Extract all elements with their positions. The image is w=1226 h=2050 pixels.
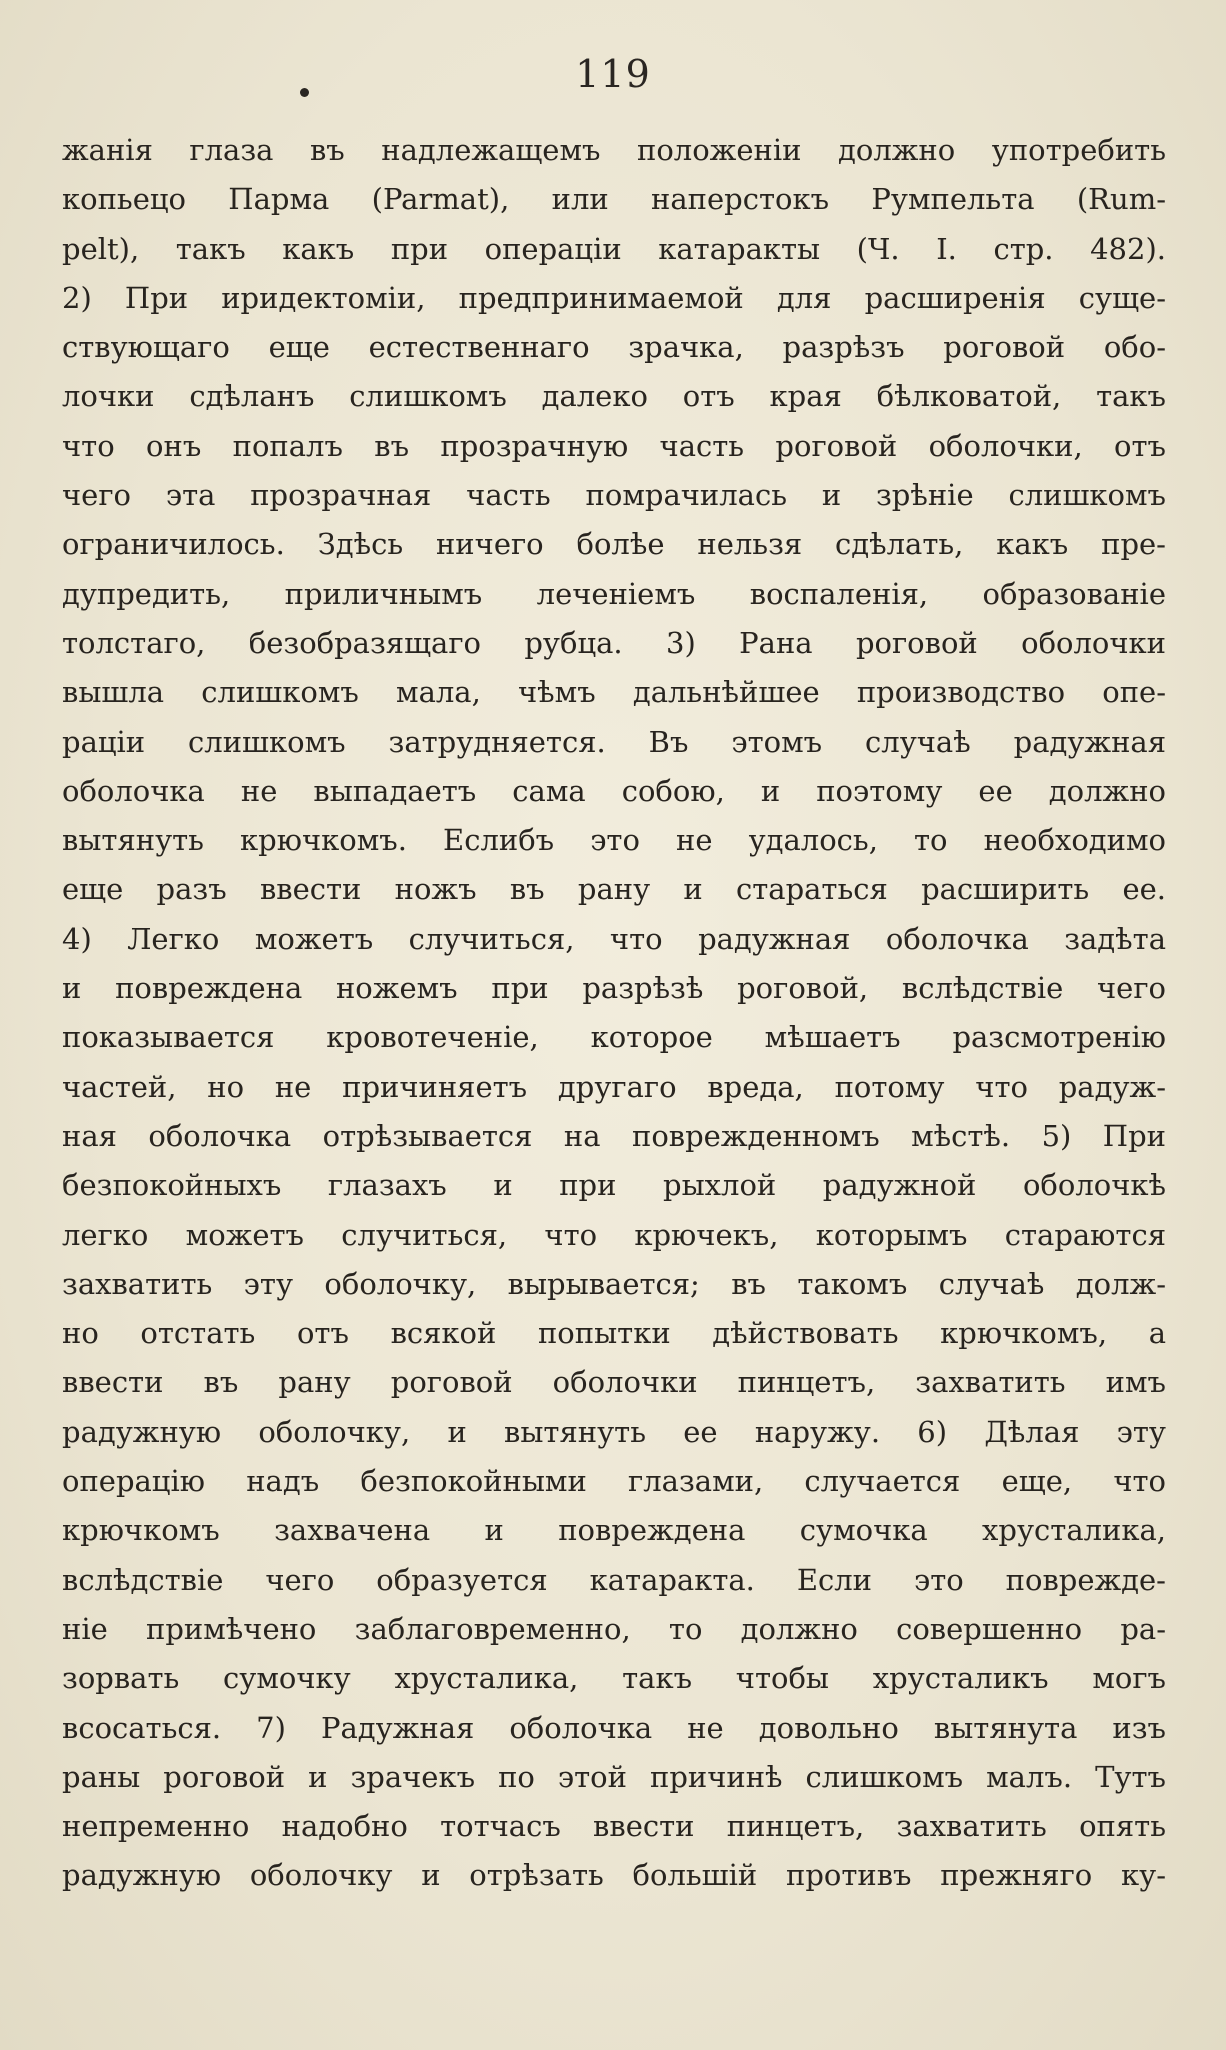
text-line: ніе примѣчено заблаговременно, то должно совершенно ра-: [62, 1611, 1166, 1646]
text-line: оболочка не выпадаетъ сама собою, и поэтому ее должно: [62, 773, 1166, 808]
text-line: pelt), такъ какъ при операціи катаракты (Ч. I. стр. 482).: [62, 231, 1166, 266]
text-line: захватить эту оболочку, вырывается; въ такомъ случаѣ долж-: [62, 1266, 1166, 1301]
text-line: вытянуть крючкомъ. Еслибъ это не удалось, то необходимо: [62, 823, 1166, 858]
text-line: ограничилось. Здѣсь ничего болѣе нельзя сдѣлать, какъ пре-: [62, 527, 1166, 562]
text-line: раны роговой и зрачекъ по этой причинѣ слишкомъ малъ. Тутъ: [62, 1759, 1166, 1794]
text-line: непременно надобно тотчасъ ввести пинцетъ, захватить опять: [62, 1809, 1166, 1844]
text-line: 4) Легко можетъ случиться, что радужная оболочка задѣта: [62, 921, 1166, 956]
text-line: еще разъ ввести ножъ въ рану и стараться расширить ее.: [62, 872, 1166, 907]
text-line: и повреждена ножемъ при разрѣзѣ роговой, вслѣдствіе чего: [62, 971, 1166, 1006]
text-line: раціи слишкомъ затрудняется. Въ этомъ случаѣ радужная: [62, 724, 1166, 759]
text-line: ная оболочка отрѣзывается на поврежденномъ мѣстѣ. 5) При: [62, 1118, 1166, 1153]
text-line: жанія глаза въ надлежащемъ положеніи должно употребить: [62, 133, 1166, 167]
text-line: радужную оболочку и отрѣзать большій противъ прежняго ку-: [62, 1858, 1166, 1893]
text-line: частей, но не причиняетъ другаго вреда, потому что радуж-: [62, 1069, 1166, 1104]
text-line: чего эта прозрачная часть помрачилась и зрѣніе слишкомъ: [62, 478, 1166, 513]
text-line: безпокойныхъ глазахъ и при рыхлой радужной оболочкѣ: [62, 1168, 1166, 1203]
text-line: ввести въ рану роговой оболочки пинцетъ, захватить имъ: [62, 1365, 1166, 1400]
text-line: копьецо Парма (Parmat), или наперстокъ Румпельта (Rum-: [62, 182, 1166, 217]
text-line: ствующаго еще естественнаго зрачка, разрѣзъ роговой обо-: [62, 330, 1166, 365]
page-number: 119: [575, 52, 651, 96]
text-line: операцію надъ безпокойными глазами, случается еще, что: [62, 1464, 1166, 1499]
text-line: показывается кровотеченіе, которое мѣшаетъ разсмотренію: [62, 1020, 1166, 1055]
text-line: толстаго, безобразящаго рубца. 3) Рана роговой оболочки: [62, 625, 1166, 660]
text-line: вышла слишкомъ мала, чѣмъ дальнѣйшее производство опе-: [62, 675, 1166, 710]
text-line: 2) При иридектоміи, предпринимаемой для расширенія суще-: [62, 280, 1166, 315]
text-line: радужную оболочку, и вытянуть ее наружу. 6) Дѣлая эту: [62, 1414, 1166, 1449]
text-line: вслѣдствіе чего образуется катаракта. Если это поврежде-: [62, 1562, 1166, 1597]
ink-dot: [300, 88, 309, 97]
text-line: дупредить, приличнымъ леченіемъ воспаленія, образованіе: [62, 576, 1166, 611]
text-line: легко можетъ случиться, что крючекъ, которымъ стараются: [62, 1217, 1166, 1252]
text-line: зорвать сумочку хрусталика, такъ чтобы хрусталикъ могъ: [62, 1661, 1166, 1696]
text-line: всосаться. 7) Радужная оболочка не довольно вытянута изъ: [62, 1710, 1166, 1745]
text-line: но отстать отъ всякой попытки дѣйствовать крючкомъ, а: [62, 1316, 1166, 1351]
text-line: что онъ попалъ въ прозрачную часть роговой оболочки, отъ: [62, 428, 1166, 463]
text-line: лочки сдѣланъ слишкомъ далеко отъ края бѣлковатой, такъ: [62, 379, 1166, 414]
text-line: крючкомъ захвачена и повреждена сумочка хрусталика,: [62, 1513, 1166, 1548]
body-text: [62, 126, 1166, 1901]
